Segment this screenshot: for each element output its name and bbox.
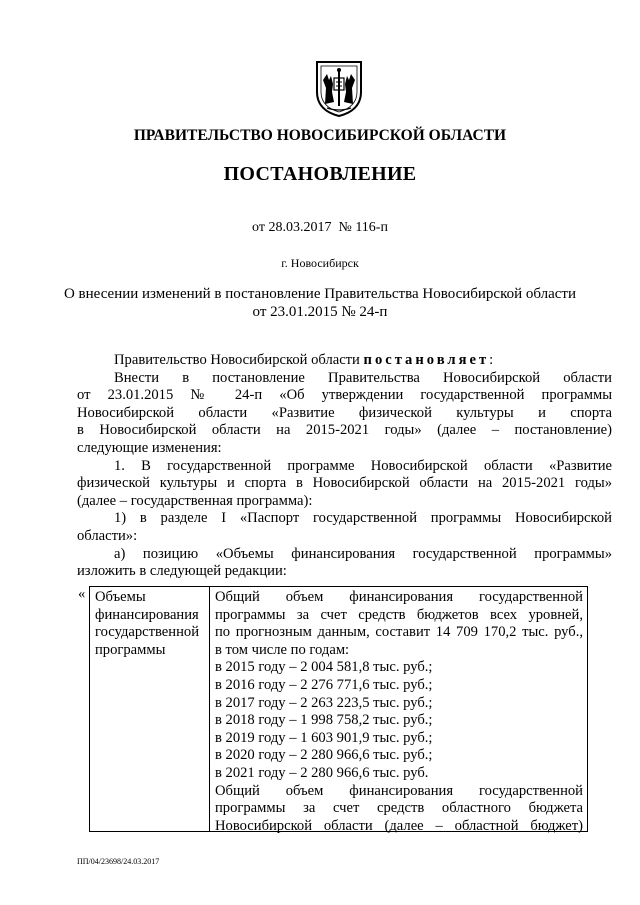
date-number: от 28.03.2017 № 116-п xyxy=(252,220,388,235)
table-label-line: программы xyxy=(95,641,166,658)
body-line: изложить в следующей редакции: xyxy=(77,563,287,580)
body-line: в Новосибирской области на 2015-2021 годы» (далее – постановление) xyxy=(77,422,612,439)
table-value-line: Общий объем финансирования государственной xyxy=(215,782,583,799)
table-value-line: в том числе по годам: xyxy=(215,641,350,658)
body-line: Внести в постановление Правительства Новосибирской области xyxy=(114,369,612,386)
resolves-word: постановляет xyxy=(363,352,490,368)
table-value-line: программы за счет средств областного бюджета xyxy=(215,800,583,817)
table-value-line: Общий объем финансирования государственной xyxy=(215,589,583,605)
document-subject xyxy=(0,285,640,321)
financing-table xyxy=(89,586,588,832)
government-name: ПРАВИТЕЛЬСТВО НОВОСИБИРСКОЙ ОБЛАСТИ xyxy=(133,127,507,144)
table-value-line: в 2018 году – 1 998 758,2 тыс. руб.; xyxy=(215,712,433,729)
body-line: а) позицию «Объемы финансирования государственной программы» xyxy=(114,545,612,562)
table-value-line: Новосибирской области (далее – областной бюджет) xyxy=(215,817,583,834)
body-line: от 23.01.2015 № 24-п «Об утверждении государственной программы xyxy=(77,387,612,404)
footer-code: ПП/04/23698/24.03.2017 xyxy=(77,857,160,866)
document-title: ПОСТАНОВЛЕНИЕ xyxy=(223,163,417,185)
table-value-cell xyxy=(215,589,583,835)
body-line: физической культуры и спорта в Новосибирской области на 2015-2021 годы» xyxy=(77,475,612,492)
table-value-line: в 2020 году – 2 280 966,6 тыс. руб.; xyxy=(215,747,433,764)
table-value-line: в 2016 году – 2 276 771,6 тыс. руб.; xyxy=(215,676,433,693)
table-value-line: по прогнозным данным, составит 14 709 170,2 тыс. руб., xyxy=(215,624,583,641)
open-quote: « xyxy=(78,586,86,602)
table-column-divider xyxy=(209,587,210,831)
document-body xyxy=(77,352,612,581)
table-label-line: Объемы xyxy=(95,589,146,605)
table-value-line: в 2019 году – 1 603 901,9 тыс. руб.; xyxy=(215,729,433,746)
city: г. Новосибирск xyxy=(281,256,359,270)
table-label-line: финансирования xyxy=(95,606,199,623)
body-line: Новосибирской области «Развитие физической культуры и спорта xyxy=(77,404,612,421)
subject-line: О внесении изменений в постановление Правительства Новосибирской области xyxy=(63,286,577,302)
body-line: (далее – государственная программа): xyxy=(77,492,313,509)
body-line: 1) в разделе I «Паспорт государственной программы Новосибирской xyxy=(114,510,612,527)
body-line: следующие изменения: xyxy=(77,439,222,456)
table-value-line: программы за счет средств бюджетов всех уровней, xyxy=(215,606,583,623)
table-label-line: государственной xyxy=(95,624,200,641)
table-label-cell xyxy=(95,589,205,659)
table-value-line: в 2021 году – 2 280 966,6 тыс. руб. xyxy=(215,764,429,781)
table-value-line: в 2015 году – 2 004 581,8 тыс. руб.; xyxy=(215,659,433,676)
resolves-suffix: : xyxy=(489,352,494,368)
coat-of-arms-icon xyxy=(311,58,367,118)
subject-line: от 23.01.2015 № 24-п xyxy=(252,304,388,320)
resolves-prefix: Правительство Новосибирской области xyxy=(114,352,364,368)
body-line: 1. В государственной программе Новосибирской области «Развитие xyxy=(114,457,612,474)
body-line: области»: xyxy=(77,527,138,544)
table-value-line: в 2017 году – 2 263 223,5 тыс. руб.; xyxy=(215,694,433,711)
resolves-line xyxy=(77,352,612,370)
